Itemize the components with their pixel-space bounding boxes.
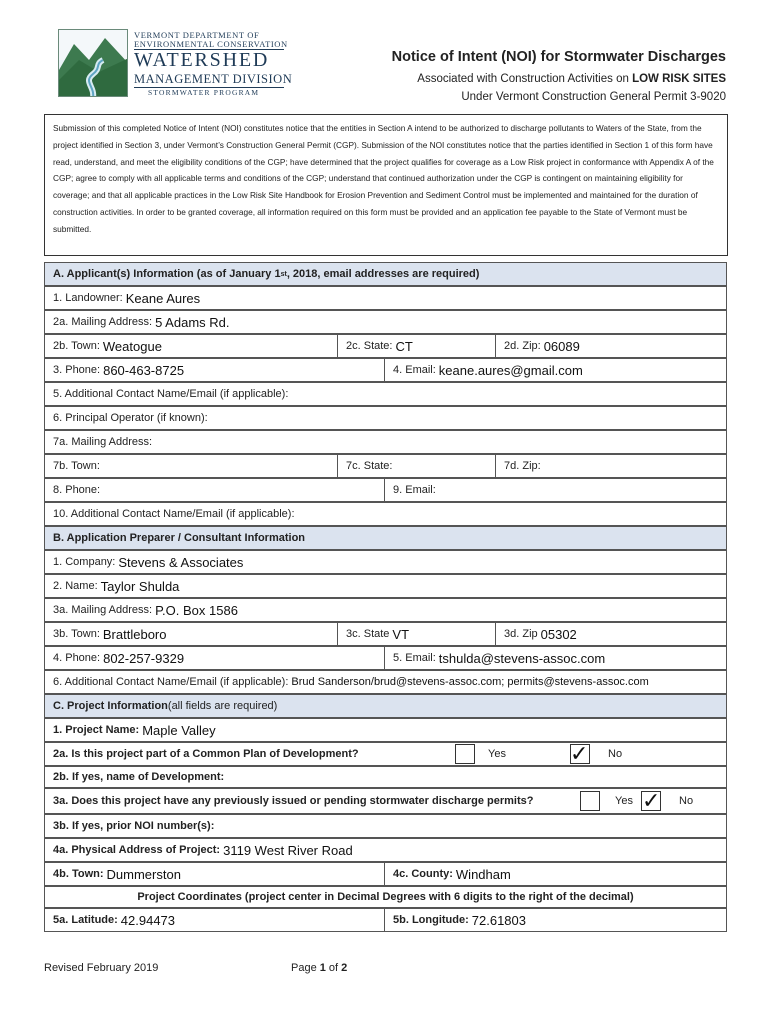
town-state-zip-row: [44, 334, 727, 358]
preparer-state-label: 3c. State: [346, 628, 390, 640]
preparer-name-field[interactable]: Taylor Shulda: [100, 578, 180, 594]
common-plan-label: 2a. Is this project part of a Common Plan of Development?: [53, 748, 359, 760]
section-a-heading-sup: st: [280, 270, 287, 278]
email-label: 4. Email:: [393, 364, 436, 376]
revision-date: Revised February 2019: [44, 962, 159, 974]
county-field[interactable]: Windham: [455, 866, 511, 882]
operator-mailing-row: [44, 430, 727, 454]
section-c-heading-rest: (all fields are required): [167, 700, 278, 712]
common-plan-yes-label: Yes: [488, 748, 506, 760]
section-c-heading-bold: C. Project Information: [53, 700, 168, 712]
permits-yes-label: Yes: [615, 795, 633, 807]
page-total: 2: [341, 962, 348, 974]
permits-yes-checkbox[interactable]: [580, 791, 600, 811]
project-name-field[interactable]: Maple Valley: [142, 722, 216, 738]
operator-zip-label: 7d. Zip:: [504, 460, 541, 472]
project-name-row: [44, 718, 727, 742]
subtitle-prefix: Associated with Construction Activities on: [417, 73, 633, 85]
physical-address-field[interactable]: 3119 West River Road: [223, 842, 353, 858]
county-label: 4c. County:: [393, 868, 453, 880]
company-field[interactable]: Stevens & Associates: [118, 554, 244, 570]
mailing-address-field[interactable]: 5 Adams Rd.: [155, 314, 230, 330]
landowner-label: 1. Landowner:: [53, 292, 123, 304]
additional-contact-row: [44, 382, 727, 406]
phone-label: 3. Phone:: [53, 364, 101, 376]
development-name-label: 2b. If yes, name of Development:: [53, 771, 225, 783]
permits-no-checkmark-icon: ✓: [642, 788, 661, 813]
stormwater-permits-label: 3a. Does this project have any previously issued or pending stormwater discharge permits?: [53, 795, 534, 807]
operator-town-label: 7b. Town:: [53, 460, 100, 472]
operator-email-label: 9. Email:: [393, 484, 436, 496]
project-town-field[interactable]: Dummerston: [106, 866, 181, 882]
landowner-field[interactable]: Keane Aures: [125, 290, 201, 306]
prior-noi-row: [44, 814, 727, 838]
operator-town-state-zip-row: [44, 454, 727, 478]
additional-contact-label: 5. Additional Contact Name/Email (if applicable):: [53, 388, 289, 400]
preparer-email-field[interactable]: tshulda@stevens-assoc.com: [438, 650, 606, 666]
intro-paragraph: Submission of this completed Notice of Intent (NOI) constitutes notice that the entities in Section A intend to be authorized to discharge pollutants to Waters of the State, from the project identified in Section 3, under Vermont’s Construction General Permit (CGP). Submission of the NOI constitutes notice that the parties identified in Section 1 of this form have read, understand, and meet the eligibility conditions of the CGP; have determined that the project qualifies for coverage as a Low Risk project in conformance with Appendix A of the CGP; agree to comply with all applicable terms and conditions of the CGP; understand that continued authorization under the CGP is contingent on maintaining eligibility for coverage; and that all applicable practices in the Low Risk Site Handbook for Erosion Prevention and Sediment Control must be implemented and maintained for the duration of construction activities. In order to be granted coverage, all information required on this form must be provided and an application fee payable to the State of Vermont must be submitted.: [44, 114, 728, 256]
principal-operator-row: [44, 406, 727, 430]
logo-text-division: MANAGEMENT DIVISION: [134, 72, 293, 86]
preparer-phone-label: 4. Phone:: [53, 652, 101, 664]
preparer-additional-contact-label: 6. Additional Contact Name/Email (if applicable):: [53, 676, 289, 688]
preparer-mailing-row: [44, 598, 727, 622]
operator-phone-label: 8. Phone:: [53, 484, 101, 496]
preparer-zip-label: 3d. Zip: [504, 628, 538, 640]
logo-text-line2: ENVIRONMENTAL CONSERVATION: [134, 39, 288, 49]
logo-text-line1: VERMONT DEPARTMENT OF: [134, 30, 260, 40]
section-c-heading: [44, 694, 727, 718]
section-a-heading-pre: A. Applicant(s) Information (as of January 1: [53, 268, 281, 280]
project-town-label: 4b. Town:: [53, 868, 104, 880]
lat-lon-row: [44, 908, 727, 932]
page-number: [291, 962, 347, 974]
coordinates-heading: Project Coordinates (project center in Decimal Degrees with 6 digits to the right of the decimal): [137, 891, 634, 903]
coordinates-heading-row: [44, 886, 727, 908]
prior-noi-label: 3b. If yes, prior NOI number(s):: [53, 820, 215, 832]
mailing-address-label: 2a. Mailing Address:: [53, 316, 153, 328]
page-word: Page: [291, 962, 320, 974]
company-row: [44, 550, 727, 574]
preparer-mailing-field[interactable]: P.O. Box 1586: [155, 602, 238, 618]
form-subtitle: [417, 73, 726, 85]
subtitle-bold: LOW RISK SITES: [632, 73, 726, 85]
physical-address-label: 4a. Physical Address of Project:: [53, 844, 221, 856]
longitude-field[interactable]: 72.61803: [471, 912, 526, 928]
phone-field[interactable]: 860-463-8725: [103, 362, 185, 378]
town-county-row: [44, 862, 727, 886]
zip-label: 2d. Zip:: [504, 340, 541, 352]
development-name-row: [44, 766, 727, 788]
preparer-zip-field[interactable]: 05302: [540, 626, 577, 642]
preparer-name-label: 2. Name:: [53, 580, 98, 592]
latitude-field[interactable]: 42.94473: [120, 912, 176, 928]
common-plan-no-label: No: [608, 748, 623, 760]
preparer-phone-email-row: [44, 646, 727, 670]
operator-phone-email-row: [44, 478, 727, 502]
stormwater-permits-row: [44, 788, 727, 814]
preparer-town-label: 3b. Town:: [53, 628, 100, 640]
common-plan-row: [44, 742, 727, 766]
operator-mailing-label: 7a. Mailing Address:: [53, 436, 153, 448]
zip-field[interactable]: 06089: [543, 338, 580, 354]
common-plan-yes-checkbox[interactable]: [455, 744, 475, 764]
mountain-river-logo-icon: [58, 29, 128, 97]
page-current: 1: [319, 962, 326, 974]
preparer-additional-contact-field[interactable]: Brud Sanderson/brud@stevens-assoc.com; permits@stevens-assoc.com: [291, 676, 649, 688]
preparer-state-field[interactable]: VT: [392, 626, 410, 642]
town-field[interactable]: Weatogue: [102, 338, 162, 354]
preparer-town-state-zip-row: [44, 622, 727, 646]
principal-operator-label: 6. Principal Operator (if known):: [53, 412, 208, 424]
latitude-label: 5a. Latitude:: [53, 914, 118, 926]
operator-additional-contact-row: [44, 502, 727, 526]
town-label: 2b. Town:: [53, 340, 100, 352]
project-name-label: 1. Project Name:: [53, 724, 140, 736]
form-title: Notice of Intent (NOI) for Stormwater Discharges: [391, 49, 726, 65]
company-label: 1. Company:: [53, 556, 116, 568]
physical-address-row: [44, 838, 727, 862]
preparer-email-label: 5. Email:: [393, 652, 436, 664]
preparer-town-field[interactable]: Brattleboro: [102, 626, 167, 642]
operator-additional-contact-label: 10. Additional Contact Name/Email (if applicable):: [53, 508, 295, 520]
section-a-heading: [44, 262, 727, 286]
preparer-mailing-label: 3a. Mailing Address:: [53, 604, 153, 616]
email-field[interactable]: keane.aures@gmail.com: [438, 362, 583, 378]
state-field[interactable]: CT: [395, 338, 413, 354]
preparer-phone-field[interactable]: 802-257-9329: [103, 650, 185, 666]
department-logo: [58, 29, 293, 97]
landowner-row: [44, 286, 727, 310]
permits-no-label: No: [679, 795, 694, 807]
section-b-heading-text: B. Application Preparer / Consultant Information: [53, 532, 306, 544]
mailing-address-row: [44, 310, 727, 334]
section-b-heading: [44, 526, 727, 550]
phone-email-row: [44, 358, 727, 382]
page-of: of: [325, 962, 342, 974]
section-a-heading-post: , 2018, email addresses are required): [286, 268, 480, 280]
logo-text-program: STORMWATER PROGRAM: [148, 88, 260, 97]
logo-text-watershed: WATERSHED: [134, 49, 270, 71]
common-plan-no-checkmark-icon: ✓: [570, 742, 589, 766]
preparer-name-row: [44, 574, 727, 598]
preparer-additional-contact-row: [44, 670, 727, 694]
state-label: 2c. State:: [346, 340, 393, 352]
longitude-label: 5b. Longitude:: [393, 914, 469, 926]
form-permit-line: Under Vermont Construction General Permit 3-9020: [461, 91, 726, 103]
operator-state-label: 7c. State:: [346, 460, 393, 472]
